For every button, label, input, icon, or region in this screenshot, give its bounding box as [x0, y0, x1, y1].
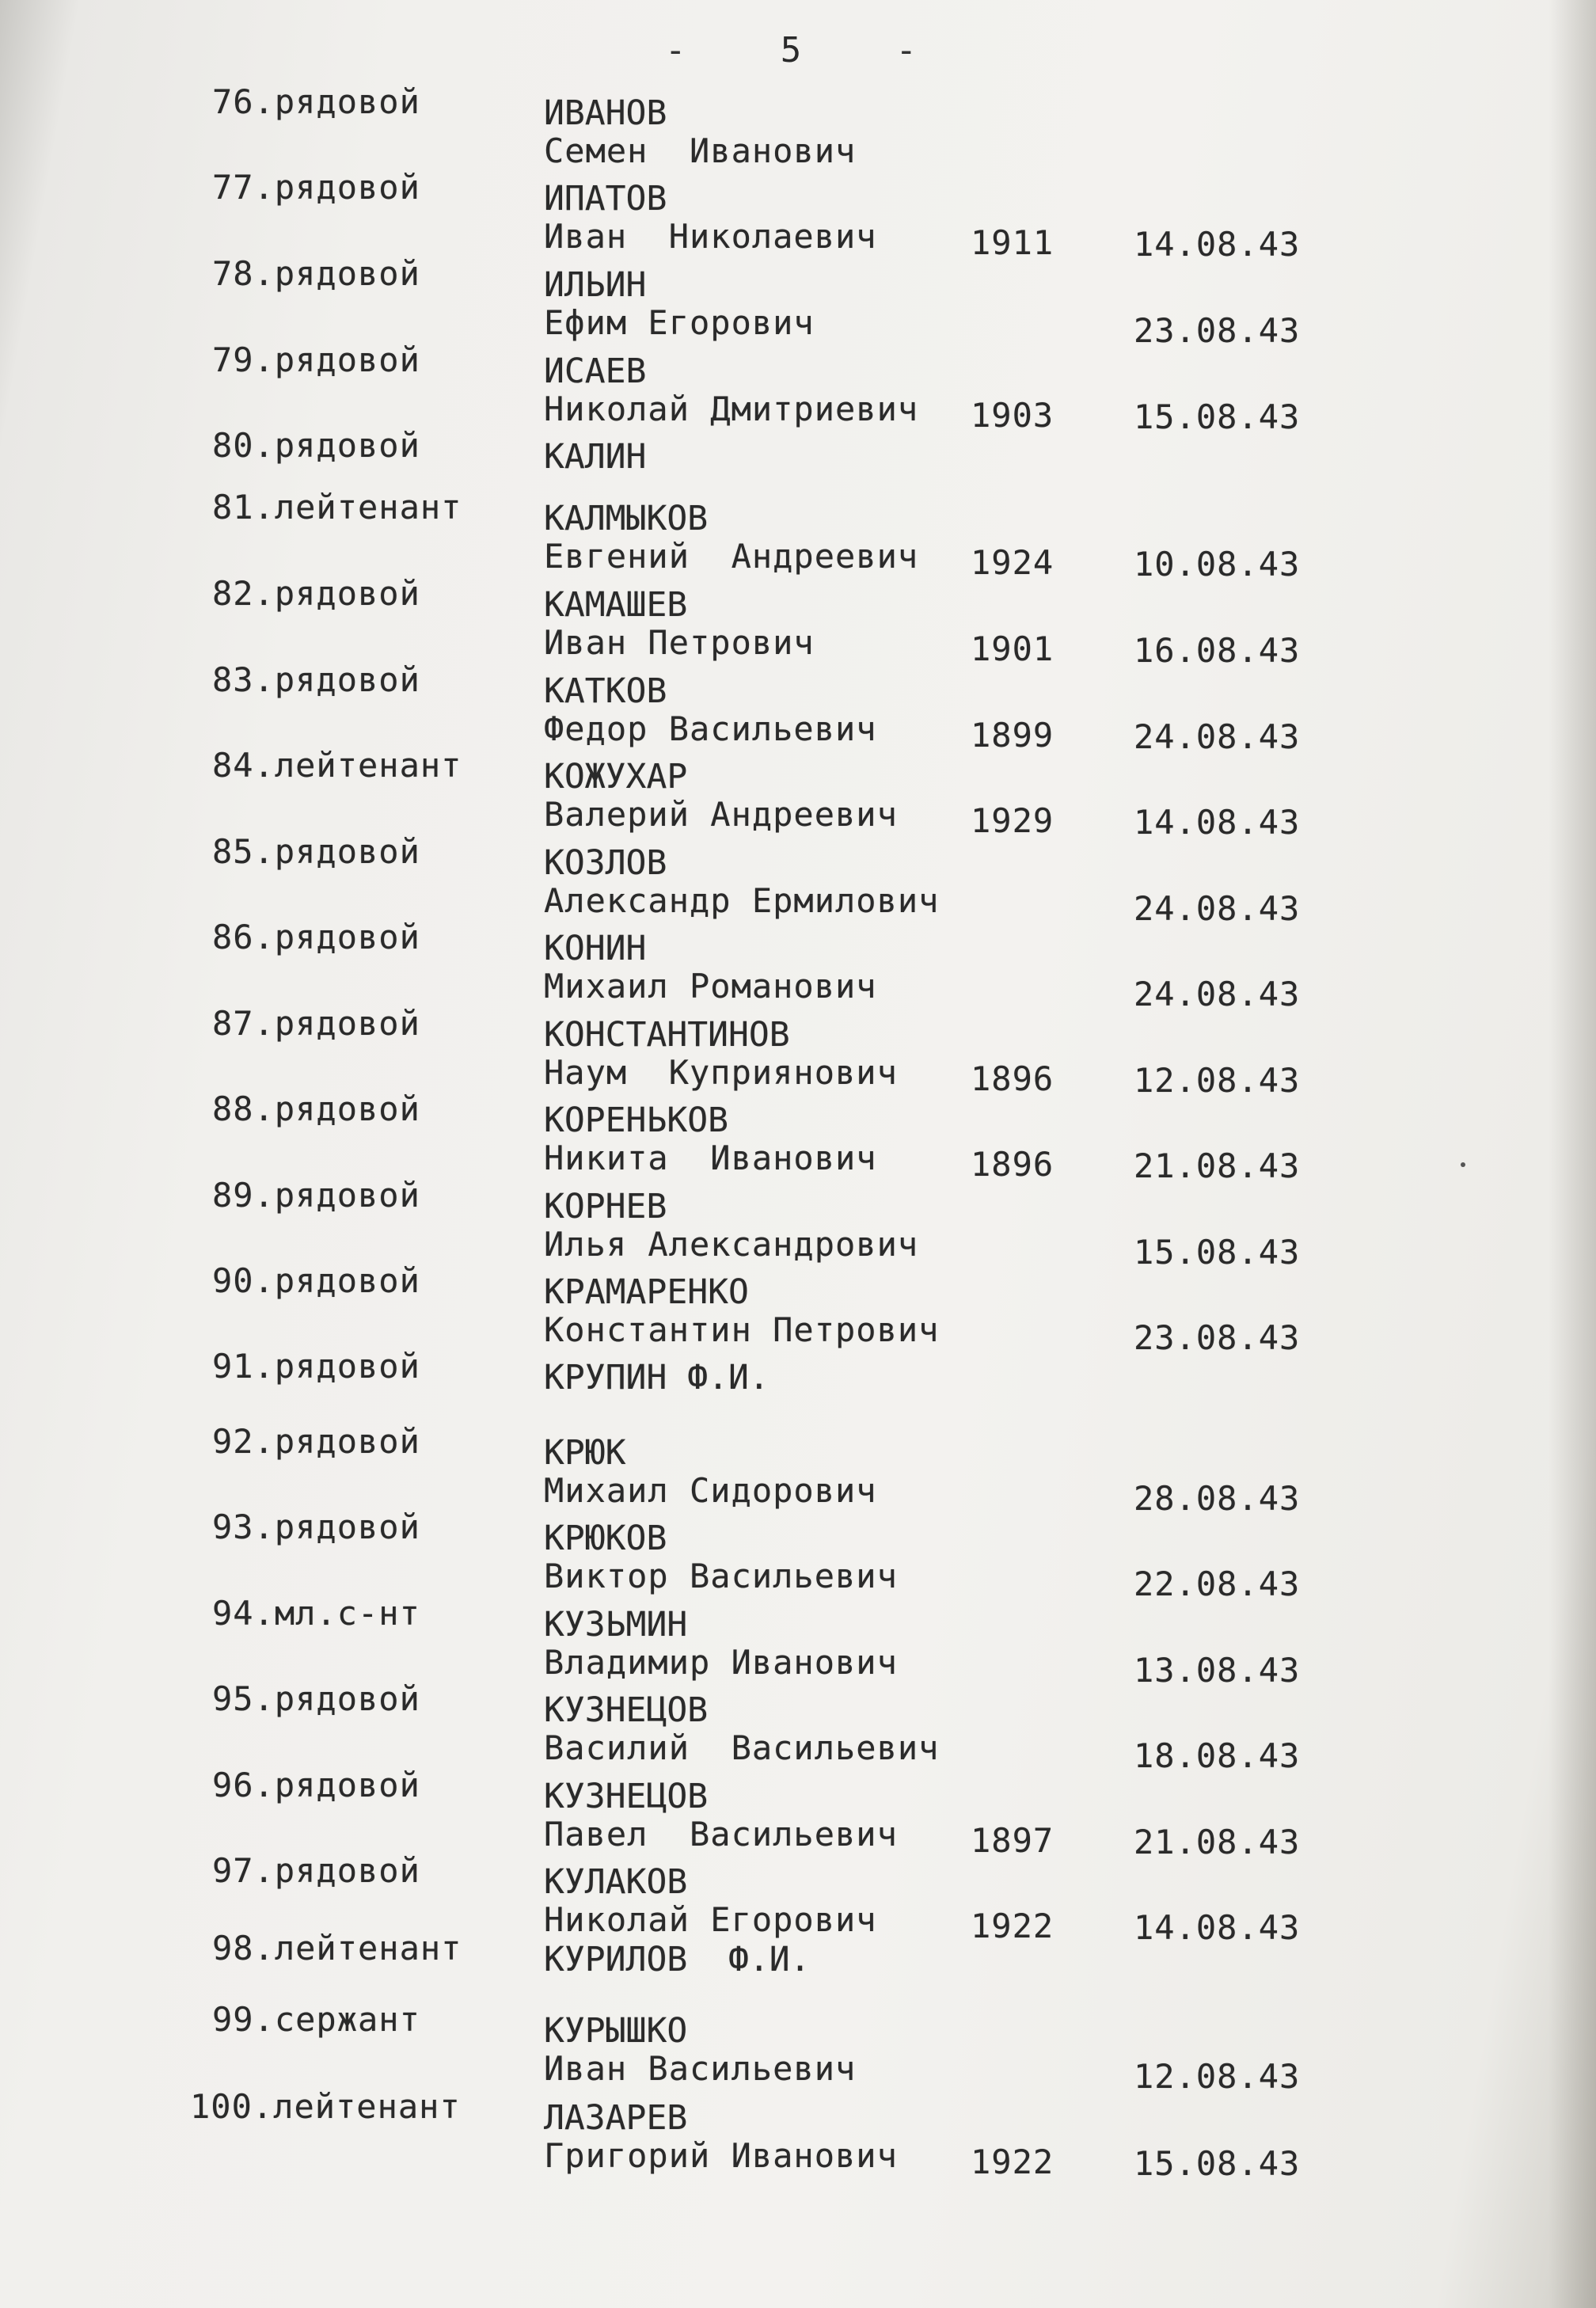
entry-number-rank: [212, 488, 462, 527]
entry-number: 84.: [212, 746, 275, 785]
entry-number-rank: [212, 1422, 420, 1461]
entry-rank: рядовой: [274, 660, 420, 699]
list-entry: [0, 918, 1596, 1013]
entry-surname: КОНСТАНТИНОВ: [544, 1015, 790, 1055]
entry-date: 10.08.43: [1134, 545, 1301, 584]
entry-number: 80.: [212, 426, 275, 465]
entry-number-rank: [212, 168, 420, 207]
entry-number-rank: [212, 1766, 420, 1804]
entry-date: 24.08.43: [1134, 889, 1301, 928]
entry-number: 89.: [212, 1176, 275, 1215]
entry-birth-year: 1911: [971, 223, 1054, 262]
entry-surname: КРАМАРЕНКО: [544, 1272, 749, 1312]
entry-surname: КАЛИН: [544, 437, 647, 477]
entry-rank: рядовой: [274, 168, 420, 207]
entry-rank: мл.с-нт: [274, 1594, 420, 1633]
paper-speck: [1461, 1162, 1465, 1167]
list-entry: [0, 168, 1596, 264]
entry-number: 88.: [212, 1089, 275, 1128]
entry-rank: рядовой: [274, 1422, 420, 1461]
entry-rank: рядовой: [274, 254, 420, 293]
list-entry: [0, 1766, 1596, 1861]
entry-number: 97.: [212, 1851, 275, 1890]
entry-number: 79.: [212, 340, 275, 379]
entry-date: 24.08.43: [1134, 975, 1301, 1013]
entry-rank: рядовой: [274, 1089, 420, 1128]
entry-number: 93.: [212, 1508, 275, 1546]
entry-rank: лейтенант: [273, 2087, 461, 2126]
entry-number-rank: [212, 1679, 420, 1718]
entry-number: 94.: [212, 1594, 275, 1633]
entry-given-name: Василий Васильевич: [544, 1728, 940, 1767]
entry-date: 15.08.43: [1134, 2144, 1301, 2183]
entry-surname: ИЛЬИН: [544, 265, 647, 305]
entry-number: 98.: [212, 1929, 275, 1968]
entry-rank: рядовой: [274, 918, 420, 956]
entry-given-name: Иван Васильевич: [544, 2049, 857, 2088]
page-number-dash-right: -: [895, 30, 918, 70]
entry-surname: КОРНЕВ: [544, 1187, 667, 1226]
entry-number-rank: [212, 918, 420, 956]
entry-given-name: Михаил Сидорович: [544, 1471, 877, 1510]
entry-birth-year: 1929: [971, 801, 1054, 840]
entry-surname: КУРИЛОВ Ф.И.: [544, 1940, 811, 1979]
entry-number-rank: [212, 1508, 420, 1546]
entry-surname: КАЛМЫКОВ: [544, 499, 709, 538]
entry-date: 28.08.43: [1134, 1479, 1301, 1518]
list-entry: [0, 1261, 1596, 1357]
entry-surname: ИВАНОВ: [544, 93, 667, 133]
list-entry: [0, 2087, 1596, 2183]
entry-date: 14.08.43: [1134, 225, 1301, 264]
entry-given-name: Федор Васильевич: [544, 709, 877, 748]
entry-rank: рядовой: [274, 1004, 420, 1043]
entry-rank: рядовой: [274, 1679, 420, 1718]
entry-rank: рядовой: [274, 1176, 420, 1215]
entry-rank: лейтенант: [274, 488, 462, 527]
entry-given-name: Николай Егорович: [544, 1900, 877, 1939]
list-entry: [0, 340, 1596, 436]
entry-number-rank: [190, 2087, 461, 2126]
entry-surname: КОНИН: [544, 929, 647, 968]
entry-given-name: Александр Ермилович: [544, 881, 940, 920]
entry-given-name: Семен Иванович: [544, 131, 857, 170]
entry-given-name: Владимир Иванович: [544, 1643, 898, 1682]
entry-rank: рядовой: [274, 82, 420, 121]
entry-given-name: Михаил Романович: [544, 967, 877, 1006]
entry-number: 78.: [212, 254, 275, 293]
entry-number: 86.: [212, 918, 275, 956]
list-entry: [0, 1508, 1596, 1603]
list-entry: [0, 2000, 1596, 2096]
entry-date: 24.08.43: [1134, 717, 1301, 756]
entry-date: 13.08.43: [1134, 1651, 1301, 1690]
entry-rank: рядовой: [274, 426, 420, 465]
entry-rank: сержант: [274, 2000, 420, 2039]
entry-surname: ИПАТОВ: [544, 179, 667, 219]
entry-date: 14.08.43: [1134, 803, 1301, 842]
entry-number-rank: [212, 426, 420, 465]
entry-surname: КУЗНЕЦОВ: [544, 1777, 709, 1816]
entry-rank: рядовой: [274, 1508, 420, 1546]
entry-number-rank: [212, 254, 420, 293]
list-entry: [0, 1176, 1596, 1272]
entry-given-name: Иван Николаевич: [544, 217, 877, 256]
entry-surname: КАТКОВ: [544, 671, 667, 711]
entry-surname: ИСАЕВ: [544, 352, 647, 391]
entry-birth-year: 1901: [971, 629, 1054, 668]
entry-number: 91.: [212, 1347, 275, 1386]
entry-number-rank: [212, 660, 420, 699]
list-entry: [0, 660, 1596, 756]
entry-given-name: Иван Петрович: [544, 623, 815, 662]
list-entry: [0, 574, 1596, 670]
entry-date: 15.08.43: [1134, 1233, 1301, 1272]
entry-birth-year: 1897: [971, 1821, 1054, 1860]
entry-number-rank: [212, 1089, 420, 1128]
entry-surname: КАМАШЕВ: [544, 585, 688, 625]
entry-rank: рядовой: [274, 832, 420, 871]
entry-number-rank: [212, 1261, 420, 1300]
entry-birth-year: 1899: [971, 716, 1054, 755]
entry-rank: лейтенант: [274, 1929, 462, 1968]
entry-surname: КРЮК: [544, 1433, 626, 1473]
entry-date: 21.08.43: [1134, 1146, 1301, 1185]
entry-date: 15.08.43: [1134, 397, 1301, 436]
entry-number: 82.: [212, 574, 275, 613]
entry-number: 81.: [212, 488, 275, 527]
entry-surname: КУРЫШКО: [544, 2011, 688, 2051]
entry-date: 16.08.43: [1134, 631, 1301, 670]
entry-given-name: Илья Александрович: [544, 1225, 919, 1264]
entry-rank: рядовой: [274, 340, 420, 379]
entry-number-rank: [212, 1004, 420, 1043]
entry-given-name: Никита Иванович: [544, 1139, 877, 1177]
list-entry: [0, 82, 1596, 173]
entry-rank: рядовой: [274, 1851, 420, 1890]
entry-number: 100.: [190, 2087, 274, 2126]
entry-number: 99.: [212, 2000, 275, 2039]
entry-number-rank: [212, 340, 420, 379]
entry-date: 22.08.43: [1134, 1565, 1301, 1603]
entry-given-name: Евгений Андреевич: [544, 537, 919, 576]
entry-number: 85.: [212, 832, 275, 871]
entry-rank: рядовой: [274, 1347, 420, 1386]
list-entry: [0, 746, 1596, 842]
list-entry: [0, 1004, 1596, 1100]
entry-number: 83.: [212, 660, 275, 699]
entry-birth-year: 1922: [971, 2143, 1054, 2181]
entry-number-rank: [212, 82, 420, 121]
entry-date: 23.08.43: [1134, 1318, 1301, 1357]
list-entry: [0, 1679, 1596, 1775]
entry-number: 95.: [212, 1679, 275, 1718]
list-entry: [0, 1422, 1596, 1518]
entry-number-rank: [212, 1176, 420, 1215]
entry-date: 18.08.43: [1134, 1736, 1301, 1775]
entry-given-name: Константин Петрович: [544, 1310, 940, 1349]
entry-rank: рядовой: [274, 1766, 420, 1804]
entry-surname: КУЗЬМИН: [544, 1605, 688, 1644]
entry-date: 14.08.43: [1134, 1908, 1301, 1947]
list-entry: [0, 1089, 1596, 1185]
entry-birth-year: 1896: [971, 1145, 1054, 1184]
entry-rank: рядовой: [274, 1261, 420, 1300]
entry-surname: КРЮКОВ: [544, 1519, 667, 1558]
entry-given-name: Наум Куприянович: [544, 1053, 898, 1092]
entry-number-rank: [212, 1347, 420, 1386]
entry-given-name: Ефим Егорович: [544, 303, 815, 342]
entry-birth-year: 1924: [971, 543, 1054, 582]
entry-date: 12.08.43: [1134, 2057, 1301, 2096]
page-number: 5: [780, 30, 804, 70]
entry-surname: КОЖУХАР: [544, 757, 688, 797]
entry-number-rank: [212, 1929, 462, 1968]
entry-number-rank: [212, 832, 420, 871]
entry-given-name: Павел Васильевич: [544, 1815, 898, 1854]
entry-surname: КОРЕНЬКОВ: [544, 1101, 728, 1140]
entry-number-rank: [212, 2000, 420, 2039]
entry-birth-year: 1896: [971, 1059, 1054, 1098]
list-entry: [0, 832, 1596, 928]
entry-surname: ЛАЗАРЕВ: [544, 2098, 688, 2138]
entry-birth-year: 1922: [971, 1907, 1054, 1945]
page-number-dash-left: -: [665, 30, 688, 70]
entry-surname: КРУПИН Ф.И.: [544, 1358, 770, 1397]
entry-number: 76.: [212, 82, 275, 121]
entry-number-rank: [212, 574, 420, 613]
entry-number-rank: [212, 1851, 420, 1890]
entry-given-name: Валерий Андреевич: [544, 795, 898, 834]
entry-surname: КОЗЛОВ: [544, 843, 667, 883]
entry-number-rank: [212, 746, 462, 785]
entry-number: 96.: [212, 1766, 275, 1804]
list-entry: [0, 488, 1596, 584]
list-entry: [0, 1594, 1596, 1690]
entry-given-name: Виктор Васильевич: [544, 1557, 898, 1595]
entry-surname: КУЗНЕЦОВ: [544, 1690, 709, 1730]
list-entry: [0, 254, 1596, 350]
entry-number: 90.: [212, 1261, 275, 1300]
entry-date: 21.08.43: [1134, 1823, 1301, 1861]
entry-number: 87.: [212, 1004, 275, 1043]
entry-number: 77.: [212, 168, 275, 207]
entry-given-name: Григорий Иванович: [544, 2136, 898, 2175]
entry-number: 92.: [212, 1422, 275, 1461]
entry-surname: КУЛАКОВ: [544, 1862, 688, 1902]
entry-date: 12.08.43: [1134, 1061, 1301, 1100]
entry-birth-year: 1903: [971, 396, 1054, 435]
entry-rank: рядовой: [274, 574, 420, 613]
entry-given-name: Николай Дмитриевич: [544, 390, 919, 428]
entry-date: 23.08.43: [1134, 311, 1301, 350]
entry-rank: лейтенант: [274, 746, 462, 785]
entry-number-rank: [212, 1594, 420, 1633]
